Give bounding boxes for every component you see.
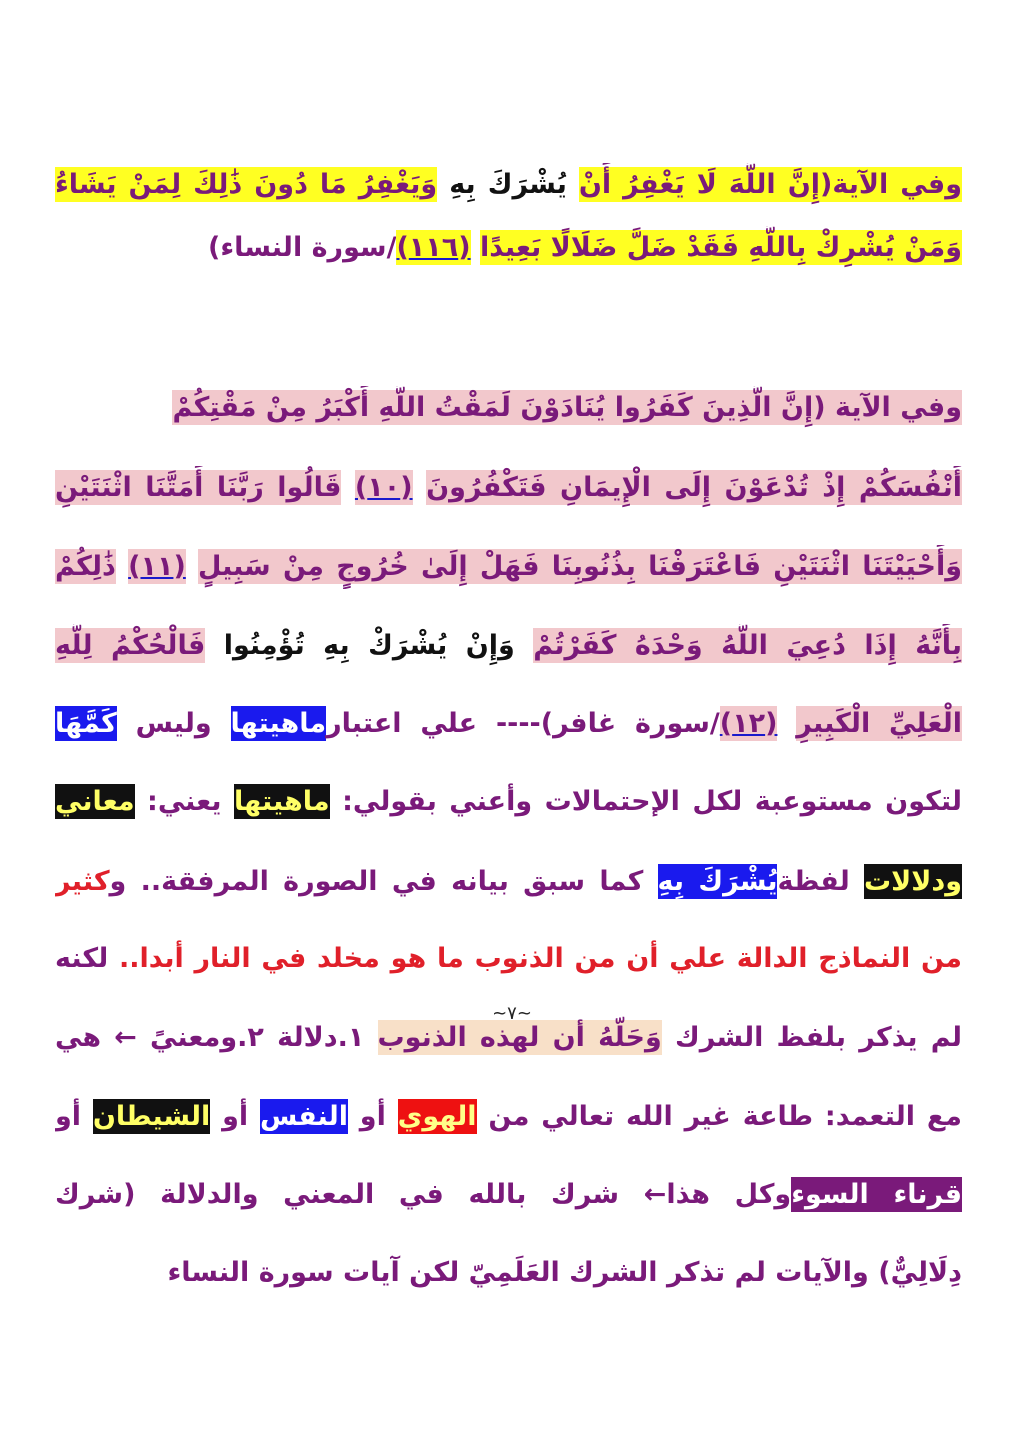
commentary-text: لفظة (777, 866, 850, 897)
commentary-text: أو (222, 1101, 249, 1132)
text-line-1 (55, 163, 962, 207)
text-line-7 (55, 702, 962, 746)
verse-text: (إِنَّ اللَّهَ لَا يَغْفِرُ أَنْ (578, 169, 833, 200)
commentary-text: وليس (135, 708, 212, 739)
text-line-5 (55, 545, 962, 589)
verse-reference[interactable]: (١٠) (354, 472, 413, 503)
verse-reference[interactable]: (١١) (128, 551, 186, 582)
commentary-text: مع التعمد: طاعة غير الله تعالي من (488, 1101, 962, 1132)
verse-intro: وفي الآية (832, 169, 962, 200)
commentary-red-text: من النماذج الدالة علي أن من الذنوب ما هو مخلد في النار أبدا.. (119, 943, 962, 974)
text-line-6 (55, 624, 962, 668)
commentary-text: لم يذكر بلفظ الشرك (674, 1022, 962, 1053)
verse-text: وفي الآية (إِنَّ الَّذِينَ كَفَرُوا يُنَادَوْنَ لَمَقْتُ اللَّهِ أَكْبَرُ مِنْ مَقْتِكُمْ (172, 392, 962, 423)
text-line-12 (55, 1095, 962, 1139)
highlight-term: كَمَّهَا (55, 708, 117, 739)
text-line-2 (55, 226, 962, 270)
text-line-3 (55, 386, 962, 430)
text-line-4 (55, 466, 962, 510)
commentary-text: وكل هذا← شرك بالله في المعني والدلالة (شرك (55, 1179, 792, 1210)
verse-text: وَيَغْفِرُ مَا دُونَ ذَٰلِكَ لِمَنْ يَشَاءُ (55, 169, 438, 200)
verse-reference[interactable]: (١٢) (719, 708, 778, 739)
commentary-text: لكنه (55, 943, 109, 974)
surah-name: /سورة النساء) (208, 232, 397, 263)
text-line-8 (55, 780, 962, 824)
text-line-9 (55, 860, 962, 904)
text-line-14 (55, 1251, 962, 1295)
verse-text: وَمَنْ يُشْرِكْ بِاللَّهِ فَقَدْ ضَلَّ ضَلَالًا بَعِيدًا (479, 232, 962, 263)
highlight-phrase: وَحَلّهُ أن لهذه الذنوب (377, 1022, 662, 1053)
commentary-text: ١.دلالة ٢.ومعنيً ← هي (55, 1022, 365, 1053)
verse-text: فَالْحُكْمُ لِلَّهِ (55, 630, 206, 661)
verse-text: أَنْفُسَكُمْ إِذْ تُدْعَوْنَ إِلَى الْإِيمَانِ فَتَكْفُرُونَ (426, 472, 962, 503)
highlight-term: الهوي (397, 1101, 477, 1132)
commentary-text: دِلَالِيٌّ) والآيات لم تذكر الشرك العَلَمِيّ لكن آيات سورة النساء (167, 1257, 962, 1288)
highlight-term: النفس (259, 1101, 348, 1132)
verse-keyword: وَإِنْ يُشْرَكْ بِهِ تُؤْمِنُوا (223, 630, 515, 661)
commentary-text: علي اعتبار (326, 708, 478, 739)
verse-text: بِأَنَّهُ إِذَا دُعِيَ اللَّهُ وَحْدَهُ كَفَرْتُمْ (533, 630, 962, 661)
verse-reference[interactable]: (١١٦) (396, 232, 471, 263)
commentary-text: أو (55, 1101, 82, 1132)
commentary-text: كما سبق بيانه في الصورة المرفقة.. و (109, 866, 644, 897)
verse-keyword: يُشْرَكَ بِهِ (449, 169, 567, 200)
highlight-term: يُشْرَكَ بِهِ (657, 866, 778, 897)
verse-text: ذَٰلِكُمْ (55, 551, 116, 582)
highlight-term: ودلالات (864, 866, 962, 897)
verse-text: قَالُوا رَبَّنَا أَمَتَّنَا اثْنَتَيْنِ (55, 472, 342, 503)
verse-text: وَأَحْيَيْتَنَا اثْنَتَيْنِ فَاعْتَرَفْنَا بِذُنُوبِنَا فَهَلْ إِلَىٰ خُرُوجٍ مِنْ سَبِيلٍ (198, 551, 962, 582)
highlight-term: ماهيتها (230, 708, 327, 739)
text-line-10 (55, 937, 962, 981)
highlight-term: قرناء السوء (791, 1179, 962, 1210)
verse-text: الْعَلِيِّ الْكَبِيرِ (796, 708, 962, 739)
highlight-term: ماهيتها (234, 786, 330, 817)
commentary-text: أو (359, 1101, 386, 1132)
text-line-13 (55, 1173, 962, 1217)
highlight-term: الشيطان (92, 1101, 211, 1132)
commentary-text: لتكون مستوعبة لكل الإحتمالات وأعني بقولي: (342, 786, 962, 817)
commentary-text: يعني: (147, 786, 222, 817)
surah-name: /سورة غافر)---- (495, 708, 720, 739)
commentary-red-text: كثير (55, 866, 110, 897)
page-number: ~٧~ (492, 1003, 532, 1024)
highlight-term: معاني (55, 786, 135, 817)
